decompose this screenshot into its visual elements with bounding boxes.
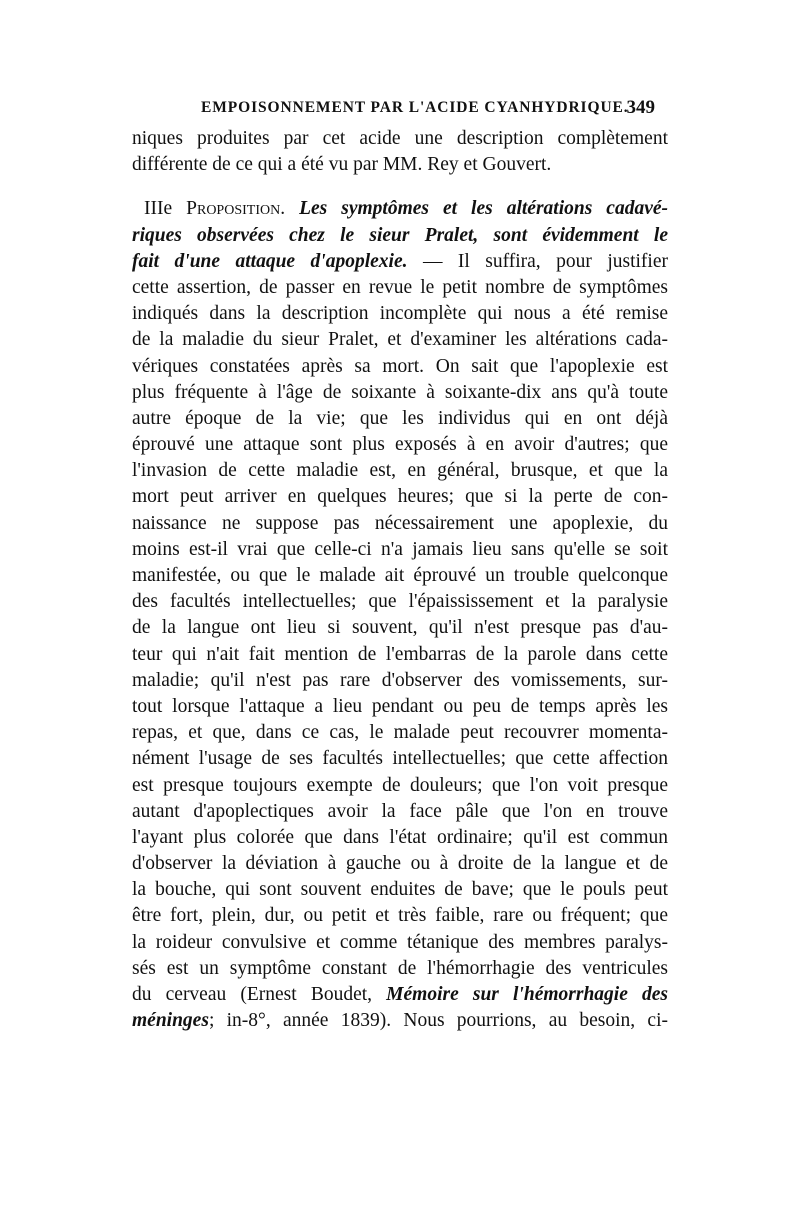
text-run: teur qui n'ait fait mention de l'embarras de la parole dans cette: [132, 643, 668, 665]
paragraph-gap: [132, 178, 668, 196]
paragraph: [132, 126, 668, 178]
text-run: manifestée, ou que le malade ait éprouvé un trouble quelconque: [132, 565, 668, 586]
text-line: [132, 982, 668, 1008]
text-run: ; in-8°, année 1839). Nous pourrions, au besoin, ci-: [208, 1010, 668, 1032]
text-run: de la langue ont lieu si souvent, qu'il n'est presque pas d'au-: [132, 617, 668, 639]
text-line: [132, 877, 668, 903]
text-line: [132, 249, 668, 275]
text-line: [132, 511, 668, 537]
text-line: [132, 668, 668, 694]
text-line: [132, 903, 668, 929]
text-line: [132, 458, 668, 484]
text-line: [132, 223, 668, 249]
text-run: nément l'usage de ses facultés intellectuelles; que cette affection: [132, 748, 668, 770]
text-run: autre époque de la vie; que les individus qui en ont déjà: [132, 407, 668, 429]
text-line: [132, 327, 668, 353]
text-line: [132, 615, 668, 641]
italic-run: fait d'une attaque d'apoplexie.: [132, 250, 408, 272]
text-run: d'observer la déviation à gauche ou à droite de la langue et de: [132, 853, 668, 875]
text-run: est presque toujours exempte de douleurs; que l'on voit presque: [132, 774, 668, 796]
text-line: [132, 275, 668, 301]
text-line: [132, 589, 668, 615]
text-run: éprouvé une attaque sont plus exposés à en avoir d'autres; que: [132, 434, 668, 456]
running-title: EMPOISONNEMENT PAR L'ACIDE CYANHYDRIQUE.: [201, 99, 629, 116]
text-run: l'ayant plus colorée que dans l'état ordinaire; qu'il est commun: [132, 826, 668, 848]
text-run: IIIe: [144, 198, 187, 220]
text-run: moins est-il vrai que celle-ci n'a jamais lieu sans qu'elle se soit: [132, 538, 668, 560]
text-line: [132, 126, 668, 152]
text-line: [132, 1008, 668, 1034]
text-line: [132, 301, 668, 327]
italic-run: Mémoire sur l'hémorrhagie des: [386, 984, 668, 1005]
text-run: autant d'apoplectiques avoir la face pâle que l'on en trouve: [132, 800, 668, 822]
text-run: l'invasion de cette maladie est, en général, brusque, et que la: [132, 460, 668, 482]
text-line: [132, 642, 668, 668]
text-line: [132, 773, 668, 799]
text-run: de la maladie du sieur Pralet, et d'examiner les altérations cada-: [132, 329, 668, 351]
text-line: [132, 956, 668, 982]
text-run: maladie; qu'il n'est pas rare d'observer des vomissements, sur-: [132, 669, 668, 691]
text-run: plus fréquente à l'âge de soixante à soixante-dix ans qu'à toute: [132, 381, 668, 403]
italic-run: méninges: [132, 1010, 209, 1032]
text-run: vériques constatées après sa mort. On sait que l'apoplexie est: [132, 355, 668, 377]
text-run: la roideur convulsive et comme tétanique des membres paralys-: [132, 931, 668, 953]
italic-run: Les symptômes et les altérations cadavé-: [299, 198, 668, 220]
text-line: [132, 152, 668, 178]
text-run: — Il suffira, pour justifier: [407, 250, 668, 272]
text-line: [132, 694, 668, 720]
text-line: [132, 354, 668, 380]
small-caps-run: Proposition.: [186, 198, 286, 220]
text-run: différente de ce qui a été vu par MM. Rey et Gouvert.: [132, 154, 552, 176]
text-line: [132, 746, 668, 772]
text-line: [132, 720, 668, 746]
text-run: cette assertion, de passer en revue le petit nombre de symptômes: [132, 276, 668, 298]
text-line: [132, 799, 668, 825]
italic-run: riques observées chez le sieur Pralet, sont évidemment le: [132, 224, 668, 246]
text-line: [132, 484, 668, 510]
text-line: [132, 196, 668, 222]
page-number: 349: [626, 97, 655, 118]
text-line: [132, 537, 668, 563]
text-run: être fort, plein, dur, ou petit et très faible, rare ou fréquent; que: [132, 905, 668, 927]
text-run: niques produites par cet acide une description complètement: [132, 128, 668, 149]
text-line: [132, 825, 668, 851]
text-run: [285, 198, 299, 219]
text-run: tout lorsque l'attaque a lieu pendant ou peu de temps après les: [132, 695, 668, 717]
text-run: repas, et que, dans ce cas, le malade peut recouvrer momenta-: [132, 722, 668, 744]
text-run: la bouche, qui sont souvent enduites de bave; que le pouls peut: [132, 879, 668, 901]
text-line: [132, 380, 668, 406]
text-run: du cerveau (Ernest Boudet,: [132, 984, 387, 1005]
running-head: [131, 97, 657, 123]
text-run: indiqués dans la description incomplète qui nous a été remise: [132, 303, 668, 325]
text-run: sés est un symptôme constant de l'hémorrhagie des ventricules: [132, 957, 668, 979]
text-run: des facultés intellectuelles; que l'épaississement et la paralysie: [132, 591, 668, 613]
text-line: [132, 406, 668, 432]
text-line: [132, 563, 668, 589]
text-run: naissance ne suppose pas nécessairement une apoplexie, du: [132, 512, 668, 534]
text-line: [132, 432, 668, 458]
body-text: [132, 126, 668, 1034]
text-line: [132, 930, 668, 956]
paragraph: [132, 196, 668, 1034]
text-run: mort peut arriver en quelques heures; que si la perte de con-: [132, 486, 668, 508]
text-line: [132, 851, 668, 877]
